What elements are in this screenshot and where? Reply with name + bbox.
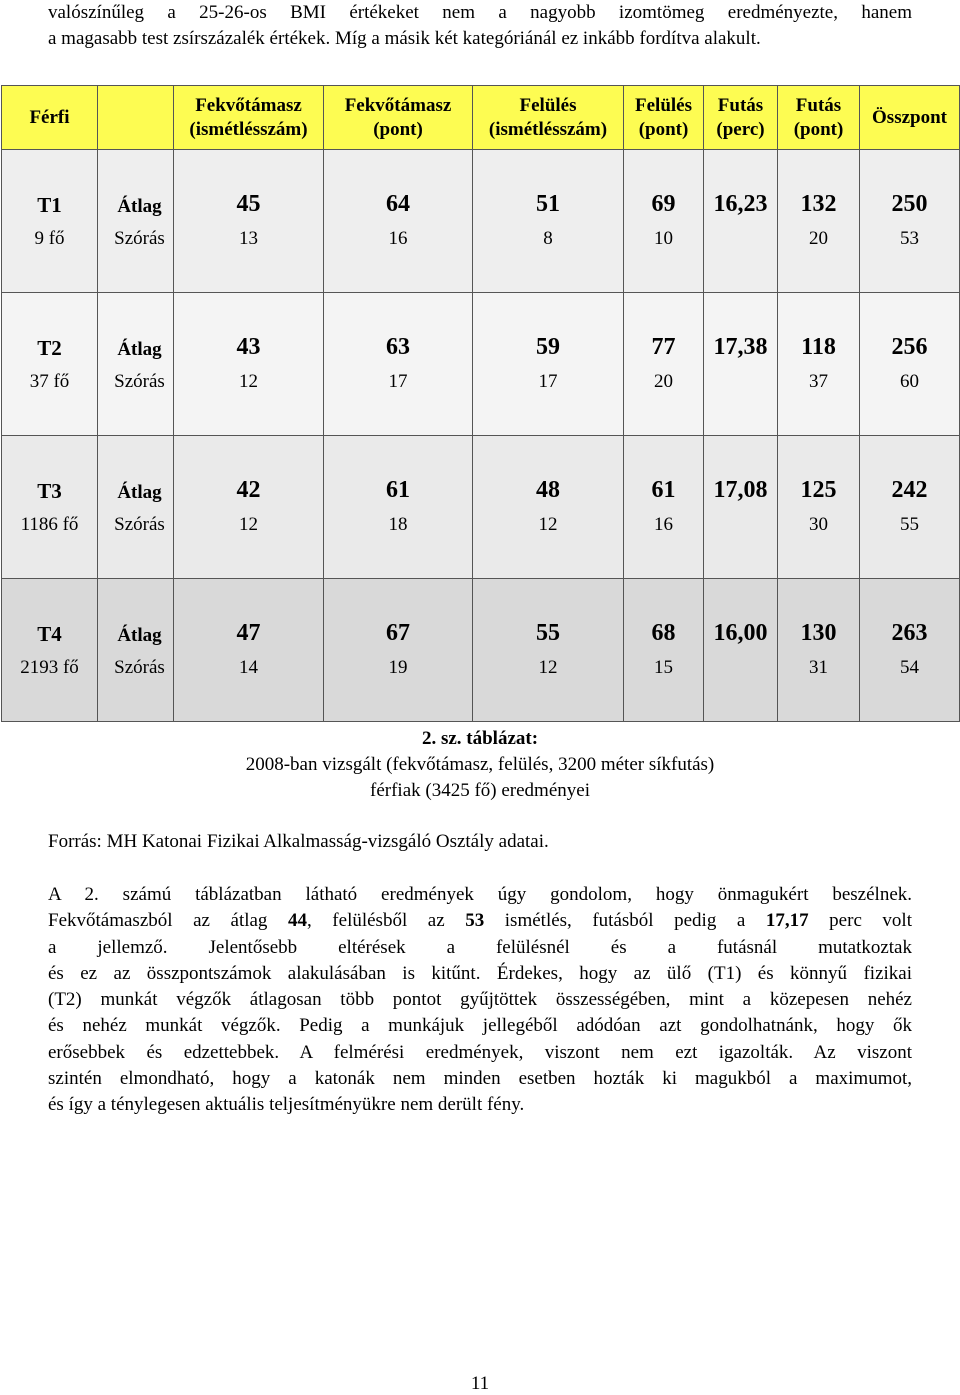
emphasis-value: 17,17 bbox=[765, 910, 809, 932]
table-cell: 132 bbox=[778, 150, 860, 223]
paragraph-line: erősebbek és edzettebbek. A felmérési eredmények, viszont nem ezt igazolták. Az viszont bbox=[48, 1041, 912, 1063]
header-cell: Összpont bbox=[860, 86, 960, 150]
table-cell: 17 bbox=[324, 365, 473, 436]
header-cell: Futás (perc) bbox=[704, 86, 778, 150]
table-cell: 64 bbox=[324, 150, 473, 223]
table-row bbox=[2, 436, 960, 509]
table-cell: 45 bbox=[174, 150, 324, 223]
avg-label: Átlag bbox=[98, 150, 174, 223]
header-cell: Futás (pont) bbox=[778, 86, 860, 150]
table-cell: 256 bbox=[860, 293, 960, 366]
table-cell: 61 bbox=[624, 436, 704, 509]
avg-label: Átlag bbox=[98, 579, 174, 652]
table-cell: 19 bbox=[324, 651, 473, 722]
table-cell: 55 bbox=[473, 579, 624, 652]
table-cell: 77 bbox=[624, 293, 704, 366]
avg-label: Átlag bbox=[98, 293, 174, 366]
results-table bbox=[1, 85, 960, 722]
table-cell: 30 bbox=[778, 508, 860, 579]
table-cell: 55 bbox=[860, 508, 960, 579]
paragraph-line: és ez az összpontszámok alakulásában is kitűnt. Érdekes, hogy az ülő (T1) és könnyű fizikai bbox=[48, 962, 912, 984]
header-cell: Felülés (ismétlésszám) bbox=[473, 86, 624, 150]
source-note: Forrás: MH Katonai Fizikai Alkalmasság-vizsgáló Osztály adatai. bbox=[48, 831, 549, 852]
table-cell: 48 bbox=[473, 436, 624, 509]
emphasis-value: 53 bbox=[465, 910, 485, 932]
table-cell: 53 bbox=[860, 222, 960, 293]
table-cell: 51 bbox=[473, 150, 624, 223]
group-count: 1186 fő bbox=[2, 508, 98, 579]
table-cell: 12 bbox=[174, 365, 324, 436]
table-header-row bbox=[2, 86, 960, 150]
sd-label: Szórás bbox=[98, 508, 174, 579]
table-cell: 61 bbox=[324, 436, 473, 509]
table-row bbox=[2, 222, 960, 293]
table-cell: 263 bbox=[860, 579, 960, 652]
avg-label: Átlag bbox=[98, 436, 174, 509]
table-cell: 31 bbox=[778, 651, 860, 722]
table-cell: 118 bbox=[778, 293, 860, 366]
header-cell: Felülés (pont) bbox=[624, 86, 704, 150]
intro-text bbox=[48, 0, 912, 52]
paragraph-line: A 2. számú táblázatban látható eredmények úgy gondolom, hogy önmagukért beszélnek. bbox=[48, 884, 912, 905]
header-cell: Fekvőtámasz (pont) bbox=[324, 86, 473, 150]
caption-line-1: 2008-ban vizsgált (fekvőtámasz, felülés, 3200 méter síkfutás) bbox=[245, 754, 715, 775]
table-row bbox=[2, 150, 960, 223]
table-row bbox=[2, 365, 960, 436]
emphasis-value: 44 bbox=[288, 910, 307, 932]
table-cell: 242 bbox=[860, 436, 960, 509]
table-cell: 43 bbox=[174, 293, 324, 366]
table-cell: 42 bbox=[174, 436, 324, 509]
paragraph-line: Fekvőtámaszból az átlag 44, felülésből az 53 ismétlés, futásból pedig a 17,17 perc volt bbox=[48, 910, 912, 932]
table-cell: 67 bbox=[324, 579, 473, 652]
table-cell: 16 bbox=[624, 508, 704, 579]
group-count: 2193 fő bbox=[2, 651, 98, 722]
table-cell: 17,38 bbox=[704, 293, 778, 366]
table-cell: 8 bbox=[473, 222, 624, 293]
table-cell: 12 bbox=[473, 651, 624, 722]
group-name: T2 bbox=[2, 293, 98, 366]
group-name: T4 bbox=[2, 579, 98, 652]
paragraph-line: és így a ténylegesen aktuális teljesítményükre nem derült fény. bbox=[48, 1094, 525, 1116]
table-row bbox=[2, 579, 960, 652]
table-cell: 130 bbox=[778, 579, 860, 652]
sd-label: Szórás bbox=[98, 222, 174, 293]
table-cell: 47 bbox=[174, 579, 324, 652]
group-name: T1 bbox=[2, 150, 98, 223]
group-name: T3 bbox=[2, 436, 98, 509]
table-cell bbox=[704, 508, 778, 579]
table-cell: 18 bbox=[324, 508, 473, 579]
caption-line-2: férfiak (3425 fő) eredményei bbox=[370, 780, 590, 801]
sd-label: Szórás bbox=[98, 365, 174, 436]
page-number: 11 bbox=[470, 1373, 490, 1394]
table-cell: 16 bbox=[324, 222, 473, 293]
table-cell: 10 bbox=[624, 222, 704, 293]
table-cell: 12 bbox=[174, 508, 324, 579]
table-row bbox=[2, 293, 960, 366]
table-row bbox=[2, 651, 960, 722]
table-cell: 17 bbox=[473, 365, 624, 436]
table-cell bbox=[704, 365, 778, 436]
table-cell: 16,23 bbox=[704, 150, 778, 223]
table-caption bbox=[48, 726, 912, 804]
paragraph-line: a jellemző. Jelentősebb eltérések a felülésnél és a futásnál mutatkoztak bbox=[48, 936, 912, 958]
table-row bbox=[2, 508, 960, 579]
paragraph-line: és nehéz munkát végzők. Pedig a munkájuk jellegéből adódóan azt gondolhatnánk, hogy ők bbox=[48, 1015, 912, 1037]
intro-line-1: valószínűleg a 25-26-os BMI értékeket nem a nagyobb izomtömeg eredményezte, hanem bbox=[48, 2, 912, 23]
table-cell: 63 bbox=[324, 293, 473, 366]
table-cell bbox=[704, 222, 778, 293]
table-cell: 59 bbox=[473, 293, 624, 366]
table-cell: 37 bbox=[778, 365, 860, 436]
intro-line-2: a magasabb test zsírszázalék értékek. Míg a másik két kategóriánál ez inkább fordítva alakult. bbox=[48, 28, 761, 49]
table-cell: 20 bbox=[778, 222, 860, 293]
table-cell bbox=[704, 651, 778, 722]
header-cell: Férfi bbox=[2, 86, 98, 150]
table-cell: 20 bbox=[624, 365, 704, 436]
table-cell: 14 bbox=[174, 651, 324, 722]
group-count: 37 fő bbox=[2, 365, 98, 436]
table-cell: 54 bbox=[860, 651, 960, 722]
table-cell: 15 bbox=[624, 651, 704, 722]
paragraph-line: (T2) munkát végzők átlagosan több pontot gyűjtöttek összességében, mint a közepesen nehéz bbox=[48, 989, 912, 1011]
header-cell: Fekvőtámasz (ismétlésszám) bbox=[174, 86, 324, 150]
table-cell: 250 bbox=[860, 150, 960, 223]
table-cell: 13 bbox=[174, 222, 324, 293]
header-cell bbox=[98, 86, 174, 150]
table-cell: 60 bbox=[860, 365, 960, 436]
table-cell: 17,08 bbox=[704, 436, 778, 509]
body-paragraph bbox=[48, 882, 912, 1119]
sd-label: Szórás bbox=[98, 651, 174, 722]
table-cell: 69 bbox=[624, 150, 704, 223]
caption-title: 2. sz. táblázat: bbox=[421, 728, 539, 749]
paragraph-line: szintén elmondható, hogy a katonák nem minden esetben hozták ki magukból a maximumot, bbox=[48, 1068, 912, 1090]
group-count: 9 fő bbox=[2, 222, 98, 293]
table-cell: 12 bbox=[473, 508, 624, 579]
table-cell: 16,00 bbox=[704, 579, 778, 652]
table-cell: 68 bbox=[624, 579, 704, 652]
table-cell: 125 bbox=[778, 436, 860, 509]
